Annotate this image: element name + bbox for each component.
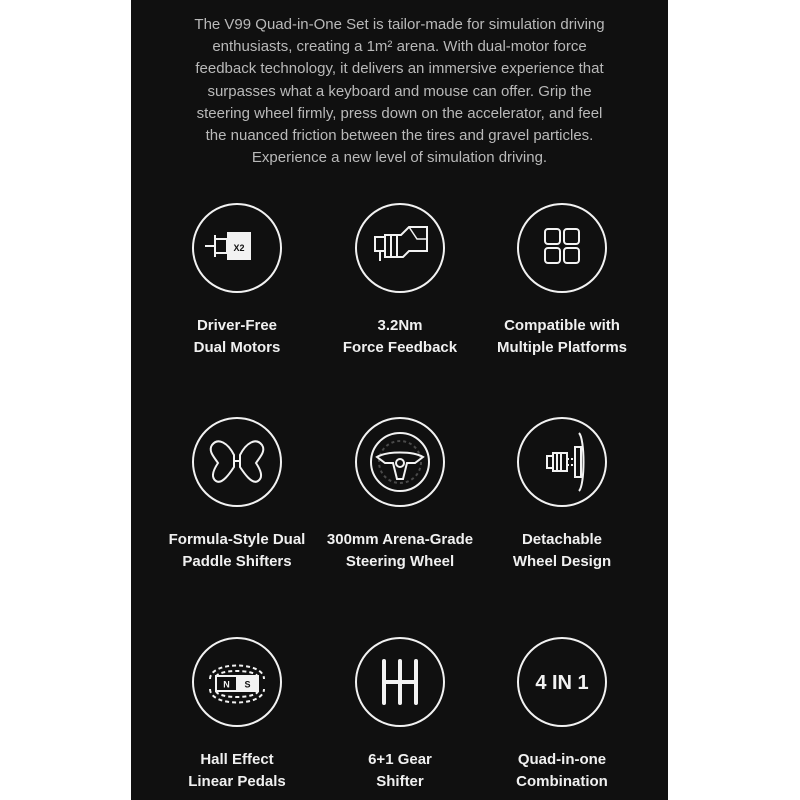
four-in-one-icon-text: 4 IN 1	[535, 672, 589, 694]
feature-subtitle: Paddle Shifters	[182, 553, 292, 570]
feature-title: Driver-Free	[196, 317, 278, 334]
paddle-shifters-icon	[192, 417, 282, 507]
gear-shifter-icon	[355, 637, 445, 727]
feature-subtitle: Wheel Design	[512, 553, 612, 570]
feature-subtitle: Force Feedback	[342, 339, 458, 356]
feature-label	[311, 749, 489, 793]
feature-subtitle: Combination	[516, 773, 608, 790]
four-in-one-icon	[517, 637, 607, 727]
dual-motor-icon	[192, 203, 282, 293]
intro-line: surpasses what a keyboard and mouse can offer. Grip the	[207, 82, 592, 100]
intro-line: enthusiasts, creating a 1m² arena. With dual-motor force	[212, 38, 587, 56]
hall-magnet-icon	[192, 637, 282, 727]
intro-line: The V99 Quad-in-One Set is tailor-made for simulation driving	[194, 16, 605, 33]
feature-title: 3.2Nm	[377, 317, 423, 334]
force-feedback-motor-icon	[355, 203, 445, 293]
feature-title: Hall Effect	[200, 751, 274, 768]
feature-label	[473, 749, 651, 793]
feature-subtitle: Multiple Platforms	[496, 339, 627, 356]
intro-line: feedback technology, it delivers an immersive experience that	[195, 60, 604, 78]
feature-label	[473, 529, 651, 573]
feature-subtitle: Dual Motors	[193, 339, 281, 356]
intro-line: steering wheel firmly, press down on the accelerator, and feel	[196, 104, 603, 122]
magnet-south-label: S	[244, 679, 251, 690]
feature-label	[311, 315, 489, 359]
feature-title: 300mm Arena-Grade	[326, 531, 474, 548]
feature-title: Formula-Style Dual	[168, 531, 306, 548]
intro-paragraph	[131, 14, 668, 169]
feature-subtitle: Steering Wheel	[345, 553, 455, 570]
intro-line: Experience a new level of simulation driving.	[251, 149, 548, 167]
feature-label	[148, 749, 326, 793]
product-feature-panel	[131, 0, 668, 800]
feature-label	[473, 315, 651, 359]
detachable-wheel-icon	[517, 417, 607, 507]
intro-line: the nuanced friction between the tires and gravel particles.	[205, 127, 594, 145]
feature-label	[148, 529, 326, 573]
feature-label	[148, 315, 326, 359]
feature-subtitle: Linear Pedals	[188, 773, 286, 790]
feature-title: Detachable	[521, 531, 603, 548]
feature-label	[311, 529, 489, 573]
feature-title: 6+1 Gear	[368, 751, 432, 768]
feature-subtitle: Shifter	[376, 773, 424, 790]
feature-title: Quad-in-one	[517, 751, 607, 768]
platforms-grid-icon	[517, 203, 607, 293]
steering-wheel-icon	[355, 417, 445, 507]
feature-title: Compatible with	[504, 317, 620, 334]
dual-motor-icon-label: X2	[233, 243, 245, 253]
magnet-north-label: N	[223, 679, 230, 690]
